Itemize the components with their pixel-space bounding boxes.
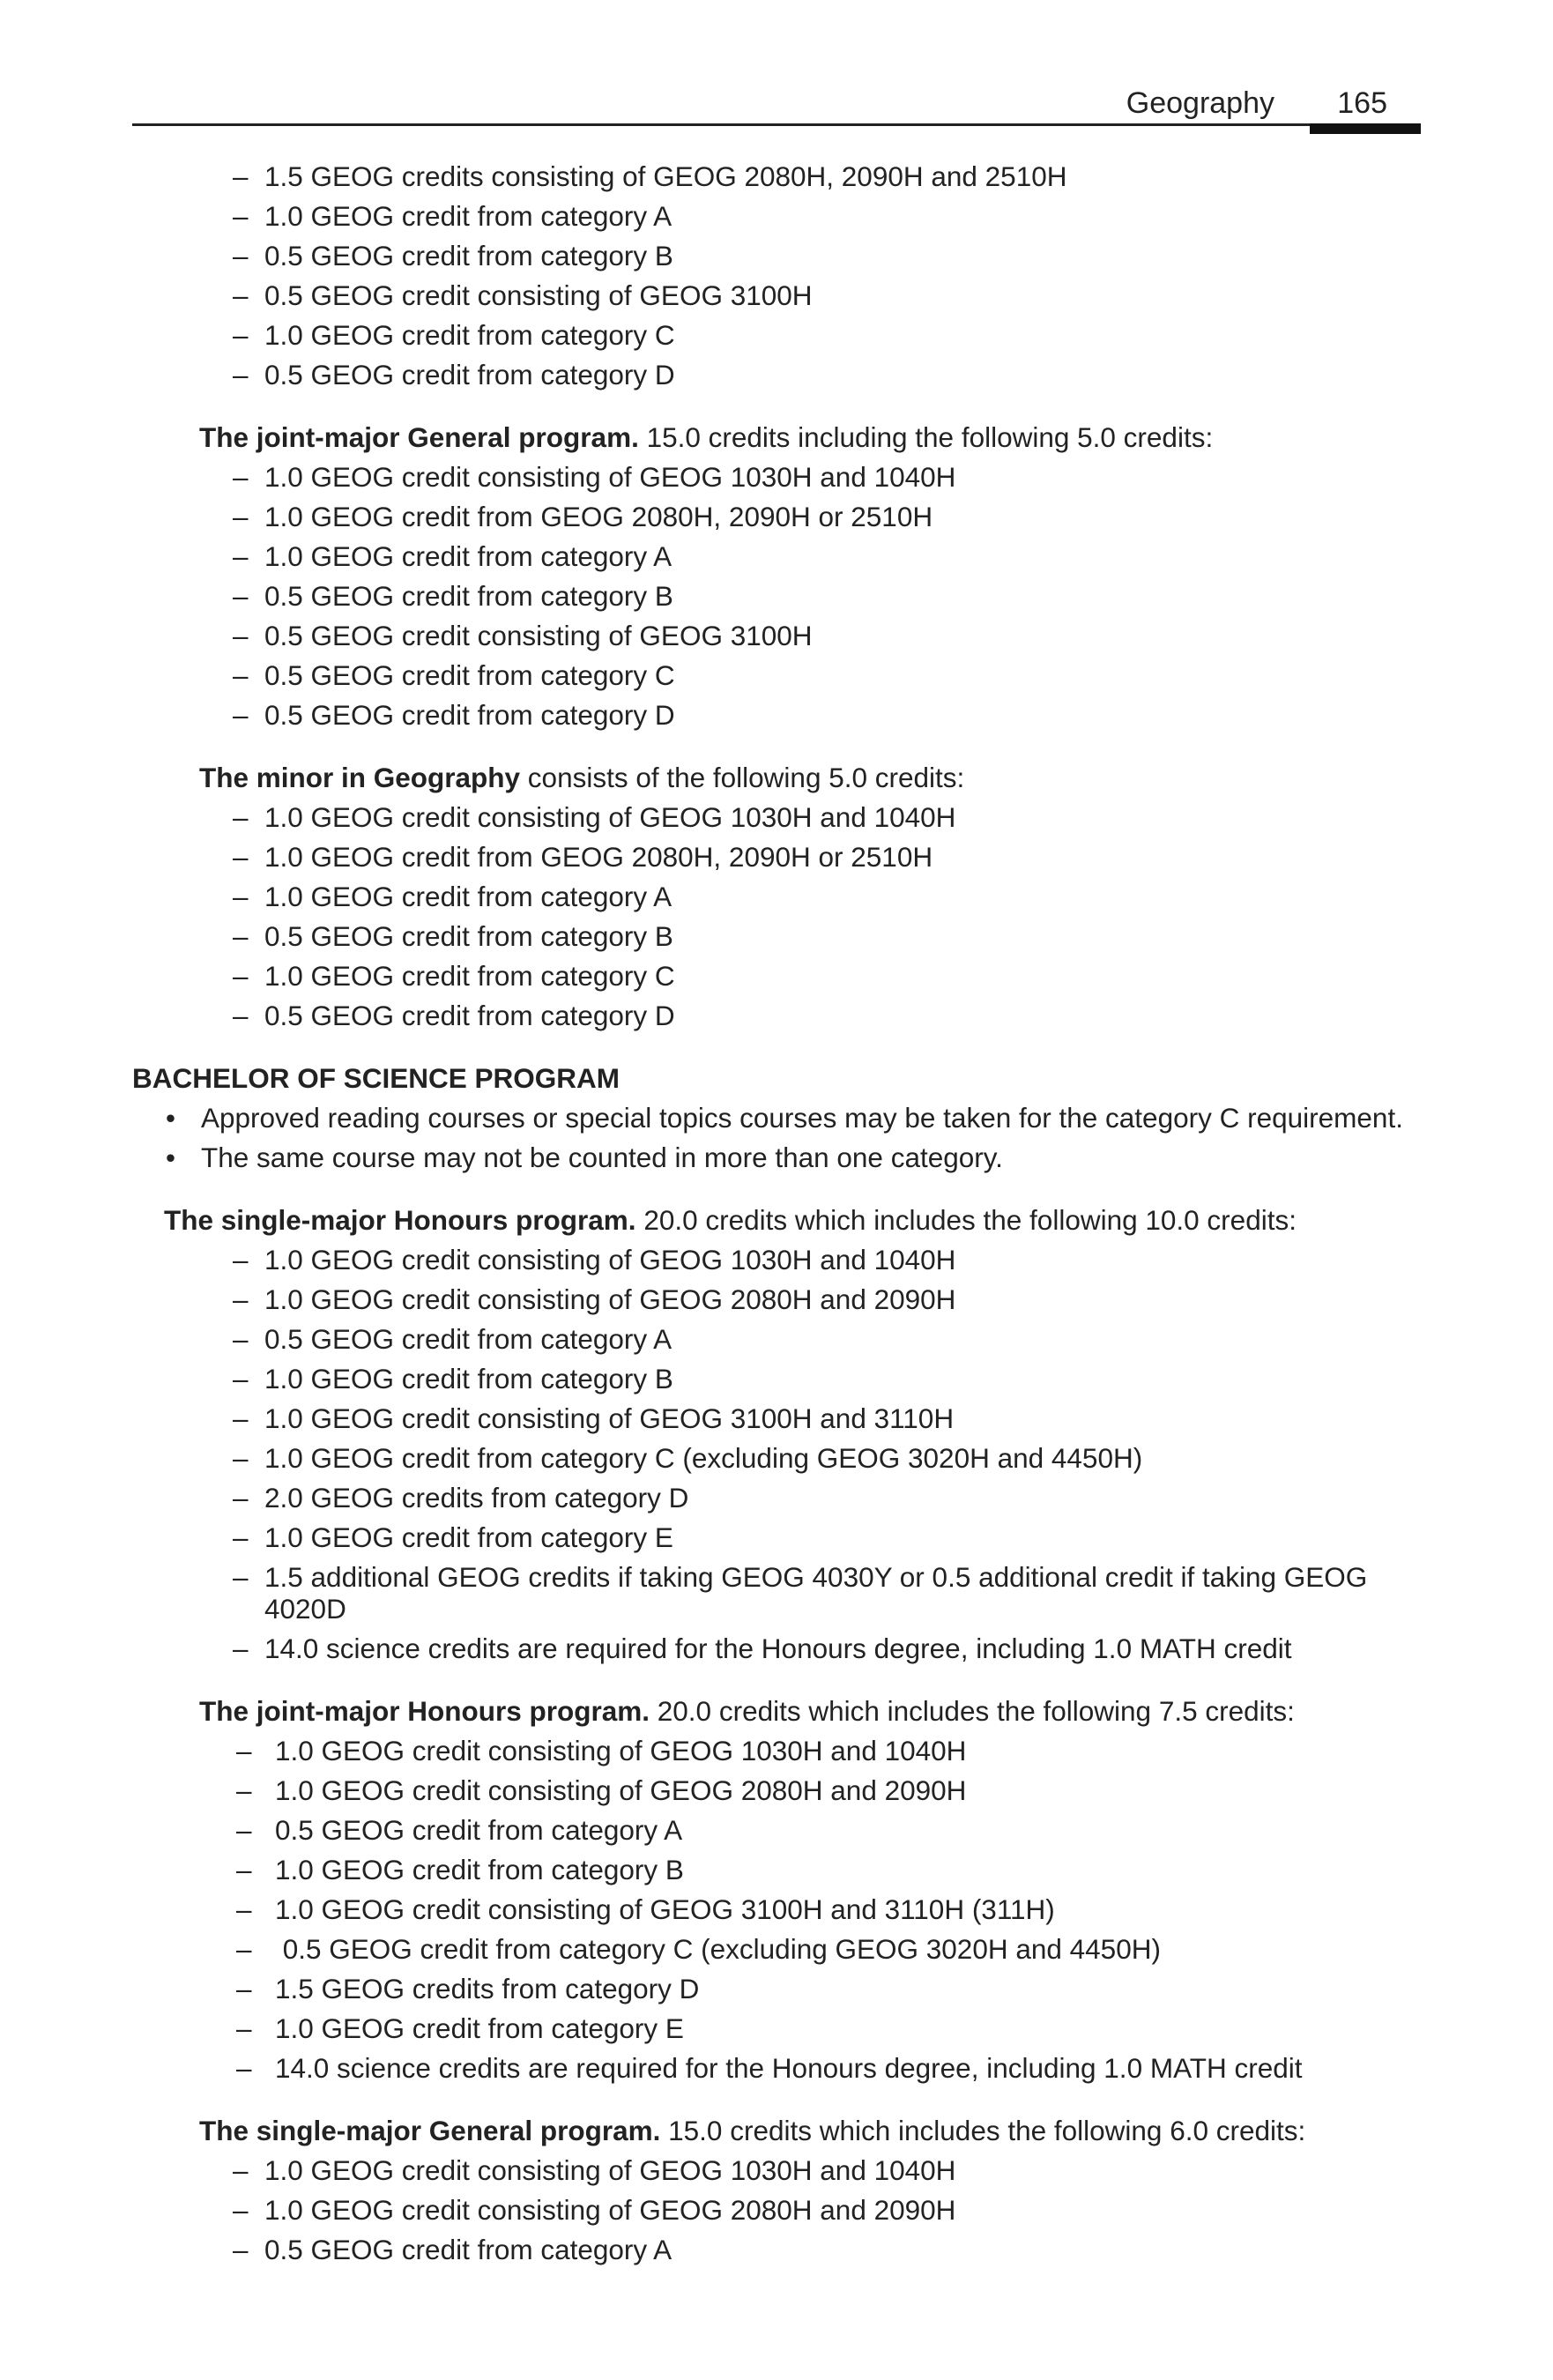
minor-heading: The minor in Geography consists of the following 5.0 credits: [199, 762, 965, 793]
bsc-single-general-heading: The single-major General program. 15.0 credits which includes the following 6.0 credits: [199, 2115, 1306, 2146]
ba-honours-list [0, 157, 1553, 395]
list-item: – 14.0 science credits are required for the Honours degree, including 1.0 MATH credit [236, 2052, 1303, 2084]
running-header [132, 78, 1421, 127]
list-item: – 0.5 GEOG credit from category D [233, 699, 675, 731]
list-item: – 0.5 GEOG credit from category B [233, 240, 673, 271]
list-item: – 1.5 GEOG credits consisting of GEOG 2080H, 2090H and 2510H [233, 160, 1067, 192]
list-item: – 0.5 GEOG credit from category A [233, 1323, 672, 1355]
list-item: – 1.5 GEOG credits from category D [236, 1973, 700, 2004]
section-title: BACHELOR OF SCIENCE PROGRAM [132, 1062, 620, 1094]
list-item: – 1.0 GEOG credit from category C [233, 960, 675, 992]
header-tab-marker [1310, 123, 1421, 134]
minor-list [0, 798, 1553, 1036]
list-item: • The same course may not be counted in more than one category. [166, 1142, 1003, 1173]
bsc-notes-list [0, 1098, 1553, 1178]
list-item: – 1.0 GEOG credit consisting of GEOG 3100H and 3110H (311H) [236, 1893, 1055, 1925]
list-item: – 1.0 GEOG credit consisting of GEOG 1030H and 1040H [233, 801, 956, 833]
list-item: – 0.5 GEOG credit from category B [233, 580, 673, 612]
running-header-title: Geography [1126, 86, 1274, 120]
list-item: – 1.0 GEOG credit from category E [236, 2012, 684, 2044]
bsc-joint-honours-list [0, 1731, 1553, 2088]
bsc-single-honours-list [0, 1240, 1553, 1669]
list-item: – 1.0 GEOG credit from GEOG 2080H, 2090H or 2510H [233, 501, 933, 532]
list-item: – 1.0 GEOG credit consisting of GEOG 1030H and 1040H [233, 1244, 956, 1276]
list-item: – 1.0 GEOG credit from category B [236, 1854, 684, 1885]
list-item: – 1.0 GEOG credit from GEOG 2080H, 2090H or 2510H [233, 841, 933, 873]
ba-joint-general-heading: The joint-major General program. 15.0 credits including the following 5.0 credits: [199, 421, 1214, 453]
list-item: – 0.5 GEOG credit consisting of GEOG 3100H [233, 620, 813, 651]
list-item: – 1.0 GEOG credit consisting of GEOG 1030H and 1040H [236, 1735, 967, 1766]
page-number: 165 [1337, 86, 1387, 120]
bsc-single-general-list [0, 2151, 1553, 2270]
list-item: – 0.5 GEOG credit from category A [233, 2234, 672, 2265]
list-item: – 1.0 GEOG credit from category E [233, 1521, 673, 1553]
bsc-single-honours-heading: The single-major Honours program. 20.0 credits which includes the following 10.0 credits: [164, 1204, 1297, 1236]
list-item: • Approved reading courses or special topics courses may be taken for the category C requirement. [166, 1102, 1403, 1134]
list-item: – 1.0 GEOG credit consisting of GEOG 2080H and 2090H [236, 1774, 967, 1806]
list-item: – 1.5 additional GEOG credits if taking GEOG 4030Y or 0.5 additional credit if taking GEOG 4020D [233, 1561, 1368, 1625]
list-item: – 1.0 GEOG credit consisting of GEOG 2080H and 2090H [233, 2194, 956, 2226]
page-content [0, 157, 1553, 2270]
list-item: – 1.0 GEOG credit consisting of GEOG 2080H and 2090H [233, 1283, 956, 1315]
list-item: – 1.0 GEOG credit consisting of GEOG 3100H and 3110H [233, 1402, 955, 1434]
list-item: – 0.5 GEOG credit from category C (excluding GEOG 3020H and 4450H) [236, 1933, 1161, 1965]
header-rule [132, 123, 1421, 126]
list-item: – 1.0 GEOG credit consisting of GEOG 1030H and 1040H [233, 461, 956, 493]
list-item: – 14.0 science credits are required for the Honours degree, including 1.0 MATH credit [233, 1633, 1292, 1664]
list-item: – 1.0 GEOG credit from category A [233, 200, 672, 232]
list-item: – 1.0 GEOG credit from category A [233, 540, 672, 572]
ba-joint-general-list [0, 457, 1553, 735]
list-item: – 0.5 GEOG credit from category D [233, 1000, 675, 1031]
list-item: – 0.5 GEOG credit from category A [236, 1814, 683, 1846]
list-item: – 1.0 GEOG credit from category C [233, 319, 675, 351]
bsc-joint-honours-heading: The joint-major Honours program. 20.0 credits which includes the following 7.5 credits: [199, 1695, 1295, 1727]
list-item: – 1.0 GEOG credit from category C (excluding GEOG 3020H and 4450H) [233, 1442, 1143, 1474]
list-item: – 1.0 GEOG credit from category A [233, 881, 672, 912]
list-item: – 0.5 GEOG credit from category C [233, 659, 675, 691]
list-item: – 1.0 GEOG credit from category B [233, 1363, 673, 1395]
list-item: – 0.5 GEOG credit from category D [233, 359, 675, 390]
list-item: – 2.0 GEOG credits from category D [233, 1482, 689, 1514]
list-item: – 0.5 GEOG credit consisting of GEOG 3100H [233, 279, 813, 311]
list-item: – 1.0 GEOG credit consisting of GEOG 1030H and 1040H [233, 2154, 956, 2186]
list-item: – 0.5 GEOG credit from category B [233, 920, 673, 952]
